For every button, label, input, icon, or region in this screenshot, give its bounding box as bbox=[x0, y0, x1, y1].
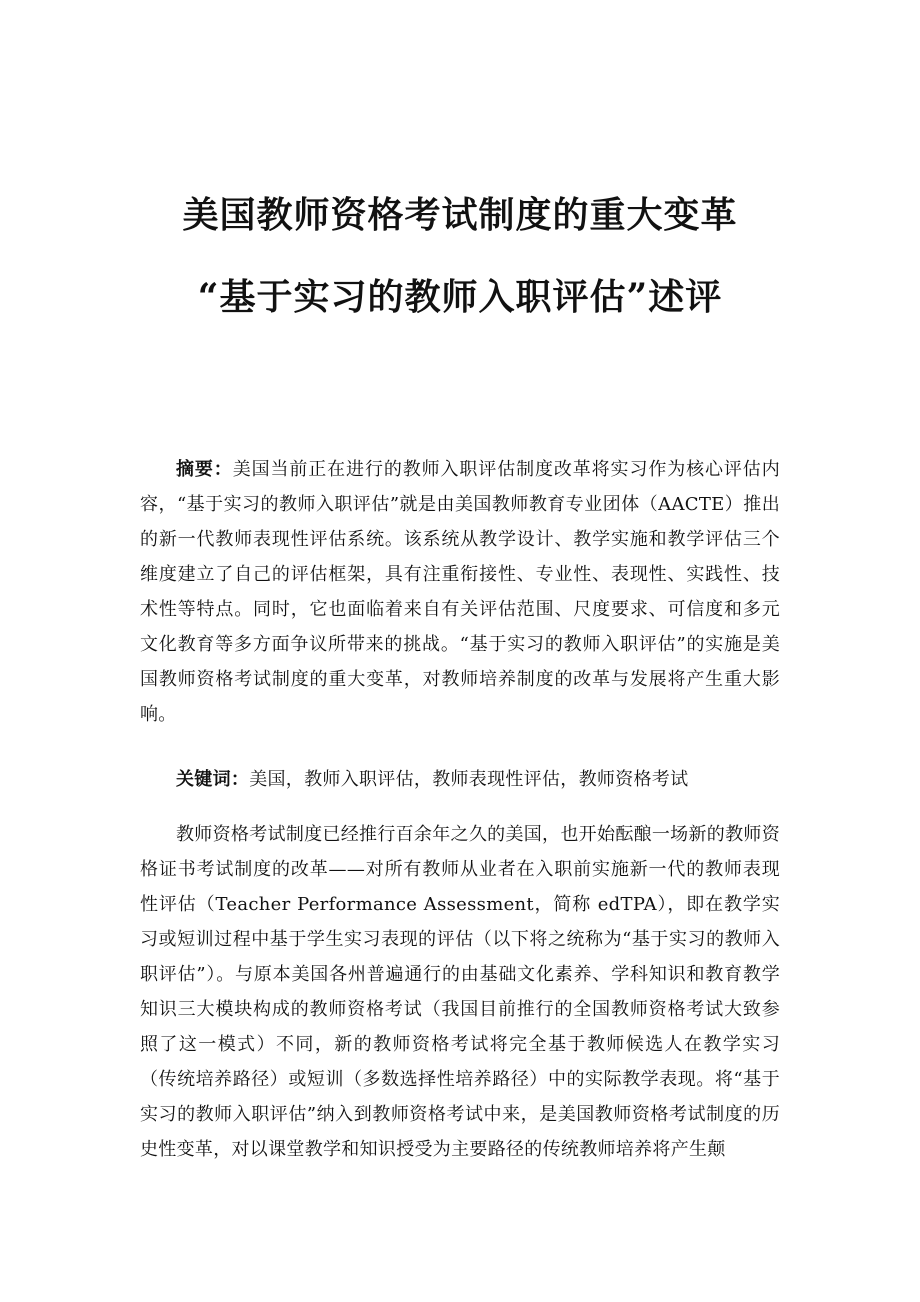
abstract-label: 摘要： bbox=[176, 459, 233, 480]
abstract-paragraph bbox=[140, 452, 780, 732]
document-title-line-2: “基于实习的教师入职评估”述评 bbox=[197, 276, 723, 318]
keywords-label: 关键词： bbox=[176, 769, 250, 790]
document-title-line-1: 美国教师资格考试制度的重大变革 bbox=[182, 194, 738, 236]
keywords-paragraph bbox=[140, 762, 780, 797]
body-paragraph: 教师资格考试制度已经推行百余年之久的美国，也开始酝酿一场新的教师资格证书考试制度的改革——对所有教师从业者在入职前实施新一代的教师表现性评估（Teacher Performance Assessment，简称 edTPA），即在教学实习或短训过程中基于学生实习表现的评估（以下将之统称为“基于实习的教师入职评估”）。与原本美国各州普遍通行的由基础文化素养、学科知识和教育教学知识三大模块构成的教师资格考试（我国目前推行的全国教师资格考试大致参照了这一模式）不同，新的教师资格考试将完全基于教师候选人在教学实习（传统培养路径）或短训（多数选择性培养路径）中的实际教学表现。将“基于实习的教师入职评估”纳入到教师资格考试中来，是美国教师资格考试制度的历史性变革，对以课堂教学和知识授受为主要路径的传统教师培养将产生颠 bbox=[140, 824, 780, 1160]
keywords-text: 美国，教师入职评估，教师表现性评估，教师资格考试 bbox=[249, 769, 689, 790]
abstract-text: 美国当前正在进行的教师入职评估制度改革将实习作为核心评估内容，“基于实习的教师入职评估”就是由美国教师教育专业团体（AACTE）推出的新一代教师表现性评估系统。该系统从教学设计、教学实施和教学评估三个维度建立了自己的评估框架，具有注重衔接性、专业性、表现性、实践性、技术性等特点。同时，它也面临着来自有关评估范围、尺度要求、可信度和多元文化教育等多方面争议所带来的挑战。“基于实习的教师入职评估”的实施是美国教师资格考试制度的重大变革，对教师培养制度的改革与发展将产生重大影响。 bbox=[140, 459, 780, 725]
